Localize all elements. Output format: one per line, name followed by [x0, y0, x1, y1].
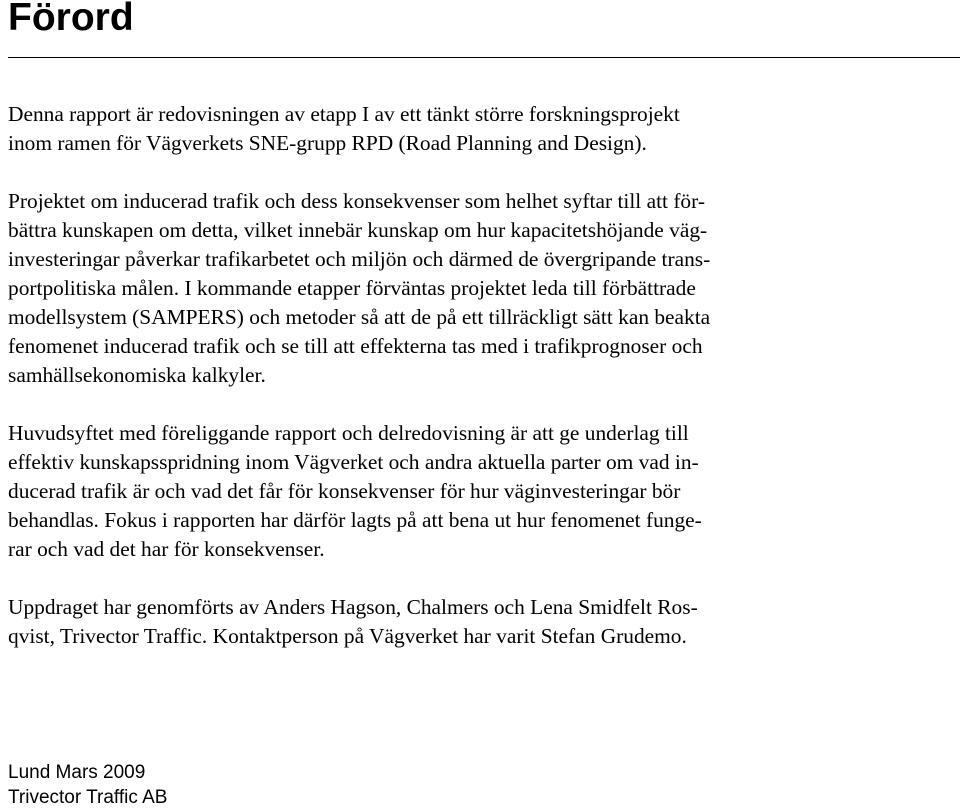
text-line: Uppdraget har genomförts av Anders Hagson, Chalmers och Lena Smidfelt Ros- — [8, 595, 698, 619]
text-line: Huvudsyftet med föreliggande rapport och delredovisning är att ge underlag till — [8, 421, 689, 445]
text-line: samhällsekonomiska kalkyler. — [8, 363, 266, 387]
text-line: investeringar påverkar trafikarbetet och miljön och därmed de övergripande trans- — [8, 247, 711, 271]
text-line: qvist, Trivector Traffic. Kontaktperson på Vägverket har varit Stefan Grudemo. — [8, 624, 687, 648]
text-line: Denna rapport är redovisningen av etapp I av ett tänkt större forskningsprojekt — [8, 102, 680, 126]
page-title: Förord — [8, 0, 134, 39]
paragraph-assignment — [8, 593, 828, 651]
signature-organization: Trivector Traffic AB — [8, 787, 168, 808]
preface-body — [8, 100, 828, 680]
text-line: rar och vad det har för konsekvenser. — [8, 537, 325, 561]
paragraph-purpose — [8, 419, 828, 564]
signature-place-date: Lund Mars 2009 — [8, 762, 146, 783]
text-line: fenomenet inducerad trafik och se till att effekterna tas med i trafikprognoser och — [8, 334, 703, 358]
paragraph-project — [8, 187, 828, 390]
text-line: bättra kunskapen om detta, vilket innebär kunskap om hur kapacitetshöjande väg- — [8, 218, 708, 242]
text-line: modellsystem (SAMPERS) och metoder så att de på ett tillräckligt sätt kan beakta — [8, 305, 711, 329]
text-line: Projektet om inducerad trafik och dess konsekvenser som helhet syftar till att för- — [8, 189, 705, 213]
paragraph-intro — [8, 100, 828, 158]
text-line: effektiv kunskapsspridning inom Vägverket och andra aktuella parter om vad in- — [8, 450, 699, 474]
heading-rule — [8, 57, 960, 58]
text-line: portpolitiska målen. I kommande etapper förväntas projektet leda till förbättrade — [8, 276, 696, 300]
signature-block — [8, 760, 167, 810]
text-line: inom ramen för Vägverkets SNE-grupp RPD (Road Planning and Design). — [8, 131, 647, 155]
text-line: behandlas. Fokus i rapporten har därför lagts på att bena ut hur fenomenet funge- — [8, 508, 702, 532]
text-line: ducerad trafik är och vad det får för konsekvenser för hur väginvesteringar bör — [8, 479, 681, 503]
